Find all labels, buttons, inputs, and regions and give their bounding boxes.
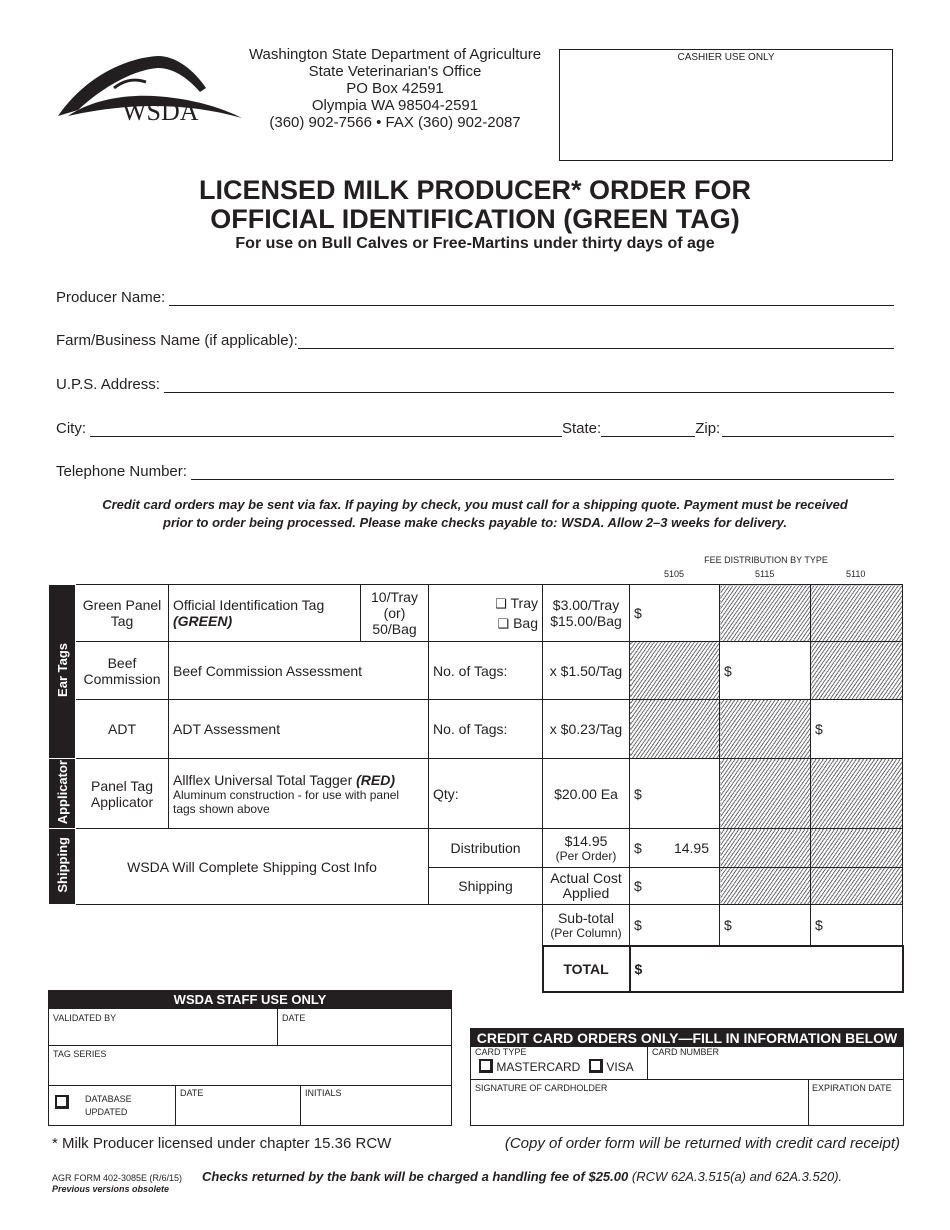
- tray-checkbox[interactable]: ❑ Tray: [495, 594, 538, 611]
- city-label: City:: [56, 420, 86, 437]
- tag-series-label: TAG SERIES: [53, 1049, 107, 1059]
- farm-name-label: Farm/Business Name (if applicable):: [56, 332, 298, 349]
- agency-name: Washington State Department of Agriculture: [248, 46, 542, 63]
- applicator-price: $20.00 Ea: [543, 759, 630, 829]
- green-tag-desc: Official Identification Tag (GREEN): [169, 585, 361, 642]
- form-title-line2: OFFICIAL IDENTIFICATION (GREEN TAG): [210, 204, 740, 234]
- card-type-label: CARD TYPE: [475, 1047, 527, 1057]
- obsolete-note: Previous versions obsolete: [52, 1184, 170, 1194]
- fee-distribution-heading: FEE DISTRIBUTION BY TYPE: [704, 555, 828, 565]
- fee-code-5115: 5115: [755, 569, 775, 579]
- distribution-label: Distribution: [429, 829, 543, 868]
- distribution-price: $14.95 (Per Order): [543, 829, 630, 868]
- adt-qty[interactable]: No. of Tags:: [429, 700, 543, 759]
- subtotal-label: Sub-total (Per Column): [543, 905, 630, 946]
- beef-qty[interactable]: No. of Tags:: [429, 642, 543, 700]
- visa-option[interactable]: VISA: [589, 1059, 634, 1074]
- database-updated-label: DATABASE UPDATED: [85, 1094, 132, 1117]
- hatched-cell: [811, 759, 903, 829]
- distribution-amount-value: 14.95: [673, 840, 709, 856]
- fee-code-5105: 5105: [664, 569, 685, 579]
- card-number-label: CARD NUMBER: [652, 1047, 720, 1057]
- hatched-cell: [811, 585, 903, 642]
- bag-checkbox[interactable]: ❑ Bag: [497, 614, 538, 631]
- green-tag-price: $3.00/Tray $15.00/Bag: [543, 585, 630, 642]
- table-row-total: [49, 946, 903, 992]
- form-number: [52, 1173, 182, 1195]
- signature-label: SIGNATURE OF CARDHOLDER: [475, 1083, 608, 1093]
- adt-item: ADT: [76, 700, 169, 759]
- applicator-desc: Allflex Universal Total Tagger (RED) Aluminum construction - for use with panel tags shown above: [169, 759, 429, 829]
- credit-title: CREDIT CARD ORDERS ONLY—FILL IN INFORMATION BELOW: [471, 1029, 903, 1047]
- staff-date2-label: DATE: [180, 1088, 204, 1098]
- city-state-zip-row[interactable]: [56, 420, 894, 437]
- staff-use-box: [48, 990, 452, 1126]
- shipping-desc: WSDA Will Complete Shipping Cost Info: [76, 829, 429, 905]
- expiration-label: EXPIRATION DATE: [812, 1083, 892, 1093]
- form-title-line1: LICENSED MILK PRODUCER* ORDER FOR: [198, 175, 752, 205]
- table-row-adt: [49, 700, 903, 759]
- form-number-text: AGR FORM 402-3085E (R/6/15): [52, 1173, 183, 1183]
- state-label: State:: [562, 420, 602, 437]
- hatched-cell: [720, 759, 811, 829]
- validated-by-label: VALIDATED BY: [53, 1013, 117, 1023]
- table-row-distribution: [49, 829, 903, 868]
- ups-address-field[interactable]: [56, 376, 894, 393]
- agency-phone: (360) 902-7566 • FAX (360) 902-2087: [269, 114, 521, 131]
- farm-name-field[interactable]: [56, 332, 894, 349]
- form-subtitle: For use on Bull Calves or Free-Martins under thirty days of age: [235, 235, 715, 252]
- applicator-item: Panel Tag Applicator: [76, 759, 169, 829]
- hatched-cell: [720, 868, 811, 905]
- green-tag-pack: 10/Tray (or) 50/Bag: [361, 585, 429, 642]
- total-amount[interactable]: $: [630, 946, 903, 992]
- section-ear-tags: Ear Tags: [49, 585, 76, 759]
- fee-code-5110: 5110: [846, 569, 866, 579]
- green-tag-options: [429, 585, 543, 642]
- agency-pobox: PO Box 42591: [346, 80, 444, 97]
- distribution-amount-5105[interactable]: $ 14.95: [630, 829, 720, 868]
- shipping-price: Actual Cost Applied: [543, 868, 630, 905]
- adt-price: x $0.23/Tag: [543, 700, 630, 759]
- beef-amount-5115[interactable]: $: [720, 642, 811, 700]
- notice-line1: Credit card orders may be sent via fax. If paying by check, you must call for a shipping quote. Payment must be received: [102, 497, 848, 512]
- hatched-cell: [811, 642, 903, 700]
- subtotal-5115[interactable]: $: [720, 905, 811, 946]
- hatched-cell: [720, 700, 811, 759]
- notice-line2: prior to order being processed. Please make checks payable to: WSDA. Allow 2–3 weeks for delivery.: [163, 515, 787, 530]
- total-label: TOTAL: [543, 946, 630, 992]
- agency-address: [230, 46, 560, 131]
- subtotal-5105[interactable]: $: [630, 905, 720, 946]
- table-row-green-tag: [49, 585, 903, 642]
- database-updated-checkbox[interactable]: [55, 1095, 69, 1114]
- table-row-subtotal: [49, 905, 903, 946]
- agency-city: Olympia WA 98504-2591: [311, 97, 479, 114]
- hatched-cell: [811, 868, 903, 905]
- table-row-beef: [49, 642, 903, 700]
- subtotal-5110[interactable]: $: [811, 905, 903, 946]
- producer-name-field[interactable]: [56, 289, 894, 306]
- beef-desc: Beef Commission Assessment: [169, 642, 429, 700]
- cashier-label: CASHIER USE ONLY: [677, 52, 775, 63]
- section-applicator: Applicator: [49, 759, 76, 829]
- logo-text: WSDA: [122, 97, 199, 126]
- shipping-amount-5105[interactable]: $: [630, 868, 720, 905]
- initials-label: INITIALS: [305, 1088, 342, 1098]
- hatched-cell: [720, 585, 811, 642]
- producer-footnote: * Milk Producer licensed under chapter 15.36 RCW: [52, 1135, 392, 1152]
- returned-checks-note: Checks returned by the bank will be charged a handling fee of $25.00 (RCW 62A.3.515(a) and 62A.3.520).: [202, 1169, 843, 1184]
- hatched-cell: [720, 829, 811, 868]
- mastercard-option[interactable]: MASTERCARD: [479, 1059, 580, 1074]
- beef-item: Beef Commission: [76, 642, 169, 700]
- hatched-cell: [630, 700, 720, 759]
- credit-card-box: [470, 1028, 904, 1126]
- adt-desc: ADT Assessment: [169, 700, 429, 759]
- producer-name-label: Producer Name:: [56, 289, 166, 306]
- cashier-box: [559, 49, 893, 161]
- applicator-qty[interactable]: Qty:: [429, 759, 543, 829]
- telephone-label: Telephone Number:: [56, 463, 187, 480]
- green-tag-amount-5105[interactable]: $: [630, 585, 720, 642]
- hatched-cell: [811, 829, 903, 868]
- adt-amount-5110[interactable]: $: [811, 700, 903, 759]
- ups-address-label: U.P.S. Address:: [56, 376, 160, 393]
- payment-notice: [60, 496, 890, 532]
- green-tag-item: Green Panel Tag: [76, 585, 169, 642]
- staff-date-label: DATE: [282, 1013, 306, 1023]
- zip-label: Zip:: [695, 420, 721, 437]
- agency-office: State Veterinarian's Office: [308, 63, 482, 80]
- table-row-applicator: [49, 759, 903, 829]
- applicator-amount-5105[interactable]: $: [630, 759, 720, 829]
- shipping-label: Shipping: [429, 868, 543, 905]
- telephone-field[interactable]: [56, 463, 894, 480]
- wsda-logo: [54, 48, 244, 128]
- beef-price: x $1.50/Tag: [543, 642, 630, 700]
- hatched-cell: [630, 642, 720, 700]
- order-table: [48, 584, 904, 993]
- copy-note: (Copy of order form will be returned with credit card receipt): [504, 1135, 900, 1152]
- staff-title: WSDA STAFF USE ONLY: [49, 991, 451, 1009]
- section-shipping: Shipping: [49, 829, 76, 905]
